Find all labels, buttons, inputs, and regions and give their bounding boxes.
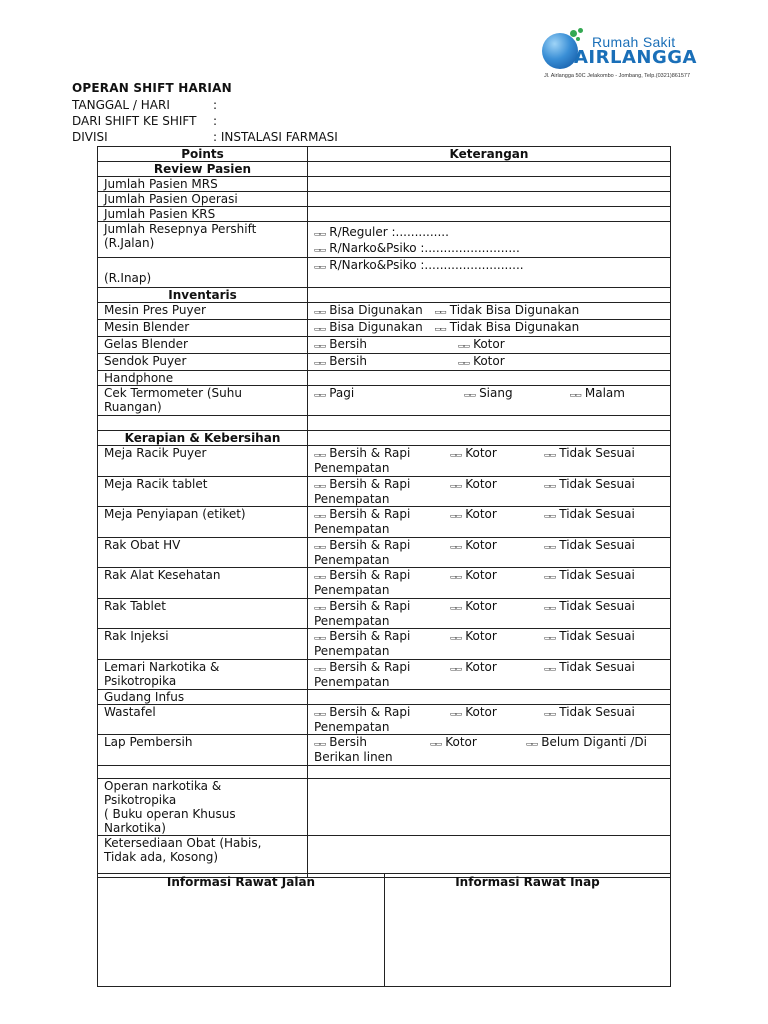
option-tidak-sesuai[interactable]: ▭▭ Tidak Sesuai <box>544 477 635 491</box>
checkbox-icon[interactable]: ▭▭ <box>314 665 326 673</box>
row-label: Gelas Blender <box>98 337 308 354</box>
entry-cell[interactable] <box>308 779 671 836</box>
checkbox-icon[interactable]: ▭▭ <box>457 342 470 350</box>
checkbox-icon[interactable]: ▭▭ <box>569 391 581 399</box>
option-kotor[interactable]: ▭▭ Kotor <box>450 477 497 491</box>
option-tidak-sesuai[interactable]: ▭▭ Tidak Sesuai <box>544 538 635 552</box>
entry-cell[interactable] <box>308 192 671 207</box>
column-header-points: Points <box>98 147 308 162</box>
logo-address: Jl. Airlangga 50C Jelakombo - Jombang, Telp.(0321)861577 <box>544 73 691 79</box>
shift-handover-table <box>97 146 671 878</box>
checkbox-icon[interactable]: ▭▭ <box>314 230 326 238</box>
checkbox-icon[interactable]: ▭▭ <box>544 604 556 612</box>
option-bisa-digunakan[interactable]: ▭▭ Bisa Digunakan <box>314 320 423 334</box>
tidiness-options <box>308 660 671 690</box>
option-bersih-rapi[interactable]: ▭▭ Bersih & Rapi <box>314 660 411 674</box>
globe-icon <box>542 33 578 69</box>
option-penempatan: Penempatan <box>314 614 390 628</box>
row-label: Rak Alat Kesehatan <box>98 568 308 599</box>
row-label: Lap Pembersih <box>98 735 308 766</box>
option-bersih-rapi[interactable]: ▭▭ Bersih & Rapi <box>314 446 411 460</box>
info-rawat-jalan[interactable]: Informasi Rawat Jalan <box>98 874 385 987</box>
logo-line1: Rumah Sakit <box>592 34 676 50</box>
row-label-termometer: Cek Termometer (Suhu Ruangan) <box>98 386 308 416</box>
checkbox-icon[interactable]: ▭▭ <box>314 342 326 350</box>
info-rawat-inap[interactable]: Informasi Rawat Inap <box>385 874 671 987</box>
option-bersih-rapi[interactable]: ▭▭ Bersih & Rapi <box>314 599 411 613</box>
checkbox-icon[interactable]: ▭▭ <box>544 710 556 718</box>
checkbox-icon[interactable]: ▭▭ <box>544 634 556 642</box>
entry-cell[interactable] <box>308 371 671 386</box>
tidiness-options <box>308 599 671 629</box>
option-kotor[interactable]: ▭▭ Kotor <box>450 660 497 674</box>
empty-cell[interactable] <box>308 431 671 446</box>
usability-options <box>308 303 671 320</box>
checkbox-icon[interactable]: ▭▭ <box>314 710 326 718</box>
row-label: Rak Obat HV <box>98 538 308 568</box>
option-kotor[interactable]: ▭▭ Kotor <box>450 705 497 719</box>
checkbox-icon[interactable]: ▭▭ <box>314 451 326 459</box>
header-field-tanggal <box>72 98 218 112</box>
option-narko-psiko-inap[interactable]: ▭▭ R/Narko&Psiko :.......................... <box>314 258 524 272</box>
field-value[interactable]: : <box>213 98 218 112</box>
tidiness-options <box>308 477 671 507</box>
option-bersih-rapi[interactable]: ▭▭ Bersih & Rapi <box>314 568 411 582</box>
empty-cell[interactable] <box>308 288 671 303</box>
checkbox-icon[interactable]: ▭▭ <box>314 391 326 399</box>
option-kotor[interactable]: ▭▭ Kotor <box>450 599 497 613</box>
field-label: DIVISI <box>72 130 108 144</box>
checkbox-icon[interactable]: ▭▭ <box>450 543 462 551</box>
time-options <box>308 386 671 416</box>
entry-cell[interactable] <box>308 836 671 878</box>
option-bersih[interactable]: ▭▭ Bersih <box>314 337 367 351</box>
option-kotor[interactable]: ▭▭ Kotor <box>450 629 497 643</box>
option-bisa-digunakan[interactable]: ▭▭ Bisa Digunakan <box>314 303 423 317</box>
info-table <box>97 873 671 987</box>
row-label: Mesin Pres Puyer <box>98 303 308 320</box>
option-penempatan: Penempatan <box>314 522 390 536</box>
logo-line2: AIRLANGGA <box>574 47 697 68</box>
option-pagi[interactable]: ▭▭ Pagi <box>314 386 355 400</box>
checkbox-icon[interactable]: ▭▭ <box>457 359 470 367</box>
option-tidak-sesuai[interactable]: ▭▭ Tidak Sesuai <box>544 446 635 460</box>
tidiness-options <box>308 507 671 538</box>
row-label: Mesin Blender <box>98 320 308 337</box>
checkbox-icon[interactable]: ▭▭ <box>450 512 462 520</box>
option-penempatan: Penempatan <box>314 644 390 658</box>
row-label-resep <box>98 222 308 258</box>
checkbox-icon[interactable]: ▭▭ <box>314 634 326 642</box>
option-penempatan: Penempatan <box>314 461 390 475</box>
checkbox-icon[interactable]: ▭▭ <box>314 359 326 367</box>
logo-dot <box>576 37 580 41</box>
field-value[interactable]: : INSTALASI FARMASI <box>213 130 338 144</box>
row-label: Gudang Infus <box>98 690 308 705</box>
empty-cell[interactable] <box>308 162 671 177</box>
tidiness-options <box>308 568 671 599</box>
option-penempatan: Penempatan <box>314 675 390 689</box>
checkbox-icon[interactable]: ▭▭ <box>434 308 446 316</box>
option-kotor[interactable]: ▭▭ Kotor <box>430 735 477 749</box>
hospital-logo <box>540 28 700 84</box>
option-penempatan: Penempatan <box>314 583 390 597</box>
logo-dot <box>578 28 583 33</box>
checkbox-icon[interactable]: ▭▭ <box>450 573 462 581</box>
option-kotor[interactable]: ▭▭ Kotor <box>450 568 497 582</box>
checkbox-icon[interactable]: ▭▭ <box>450 482 462 490</box>
checkbox-icon[interactable]: ▭▭ <box>544 573 556 581</box>
option-penempatan: Penempatan <box>314 553 390 567</box>
usability-options <box>308 320 671 337</box>
option-tidak-sesuai[interactable]: ▭▭ Tidak Sesuai <box>544 629 635 643</box>
option-bersih[interactable]: ▭▭ Bersih <box>314 354 367 368</box>
option-tidak-sesuai[interactable]: ▭▭ Tidak Sesuai <box>544 568 635 582</box>
checkbox-icon[interactable]: ▭▭ <box>430 740 442 748</box>
checkbox-icon[interactable]: ▭▭ <box>314 604 326 612</box>
checkbox-icon[interactable]: ▭▭ <box>314 308 326 316</box>
checkbox-icon[interactable]: ▭▭ <box>314 246 326 254</box>
cleanliness-options <box>308 354 671 371</box>
tidiness-options <box>308 446 671 477</box>
checkbox-icon[interactable]: ▭▭ <box>450 665 462 673</box>
logo-dot <box>570 30 577 37</box>
row-label: Jumlah Pasien MRS <box>98 177 308 192</box>
option-malam[interactable]: ▭▭ Malam <box>569 386 625 400</box>
tidiness-options <box>308 629 671 660</box>
row-label: Jumlah Pasien KRS <box>98 207 308 222</box>
option-bersih-rapi[interactable]: ▭▭ Bersih & Rapi <box>314 507 411 521</box>
option-bersih-rapi[interactable]: ▭▭ Bersih & Rapi <box>314 705 411 719</box>
checkbox-icon[interactable]: ▭▭ <box>314 512 326 520</box>
row-label: Meja Penyiapan (etiket) <box>98 507 308 538</box>
resep-options <box>308 222 671 258</box>
checkbox-icon[interactable]: ▭▭ <box>314 482 326 490</box>
cleanliness-options <box>308 337 671 354</box>
row-label-operan: Operan narkotika & Psikotropika ( Buku operan Khusus Narkotika) <box>98 779 308 836</box>
entry-cell[interactable] <box>308 177 671 192</box>
row-label-rinap: (R.Inap) <box>98 258 308 288</box>
tidiness-options <box>308 538 671 568</box>
option-belum-diganti[interactable]: ▭▭ Belum Diganti /Di <box>526 735 647 749</box>
option-kotor[interactable]: ▭▭ Kotor <box>450 507 497 521</box>
checkbox-icon[interactable]: ▭▭ <box>463 391 476 399</box>
entry-cell[interactable] <box>308 207 671 222</box>
column-header-keterangan: Keterangan <box>308 147 671 162</box>
option-kotor[interactable]: ▭▭ Kotor <box>450 446 497 460</box>
option-kotor[interactable]: ▭▭ Kotor <box>450 538 497 552</box>
spacer-cell <box>98 416 308 431</box>
row-label-ketersediaan: Ketersediaan Obat (Habis, Tidak ada, Kosong) <box>98 836 308 878</box>
option-tidak-bisa-digunakan[interactable]: ▭▭ Tidak Bisa Digunakan <box>434 320 580 334</box>
option-tidak-sesuai[interactable]: ▭▭ Tidak Sesuai <box>544 599 635 613</box>
resep-line2: (R.Jalan) <box>104 236 155 250</box>
option-reguler[interactable]: ▭▭ R/Reguler :.............. <box>314 225 449 239</box>
rinap-options <box>308 258 671 288</box>
spacer-cell <box>98 766 308 779</box>
checkbox-icon[interactable]: ▭▭ <box>450 451 462 459</box>
row-label: Rak Injeksi <box>98 629 308 660</box>
option-penempatan: Penempatan <box>314 720 390 734</box>
option-bersih-rapi[interactable]: ▭▭ Bersih & Rapi <box>314 629 411 643</box>
option-kotor[interactable]: ▭▭ Kotor <box>457 337 505 351</box>
option-kotor[interactable]: ▭▭ Kotor <box>457 354 505 368</box>
option-tidak-bisa-digunakan[interactable]: ▭▭ Tidak Bisa Digunakan <box>434 303 580 317</box>
document-title: OPERAN SHIFT HARIAN <box>72 81 232 95</box>
option-bersih-rapi[interactable]: ▭▭ Bersih & Rapi <box>314 477 411 491</box>
option-narko-psiko[interactable]: ▭▭ R/Narko&Psiko :......................... <box>314 241 520 255</box>
checkbox-icon[interactable]: ▭▭ <box>526 740 538 748</box>
checkbox-icon[interactable]: ▭▭ <box>544 665 556 673</box>
checkbox-icon[interactable]: ▭▭ <box>544 451 556 459</box>
option-tidak-sesuai[interactable]: ▭▭ Tidak Sesuai <box>544 660 635 674</box>
option-siang[interactable]: ▭▭ Siang <box>463 386 513 400</box>
option-berikan-linen: Berikan linen <box>314 750 393 764</box>
resep-line1: Jumlah Resepnya Pershift <box>104 222 257 236</box>
row-label: Jumlah Pasien Operasi <box>98 192 308 207</box>
tidiness-options <box>308 705 671 735</box>
row-label: Meja Racik tablet <box>98 477 308 507</box>
checkbox-icon[interactable]: ▭▭ <box>544 482 556 490</box>
spacer-cell <box>308 416 671 431</box>
row-label: Sendok Puyer <box>98 354 308 371</box>
checkbox-icon[interactable]: ▭▭ <box>544 543 556 551</box>
row-label: Rak Tablet <box>98 599 308 629</box>
row-label: Meja Racik Puyer <box>98 446 308 477</box>
linen-options <box>308 735 671 766</box>
checkbox-icon[interactable]: ▭▭ <box>450 604 462 612</box>
field-value[interactable]: : <box>213 114 218 128</box>
field-label: DARI SHIFT KE SHIFT <box>72 114 197 128</box>
option-penempatan: Penempatan <box>314 492 390 506</box>
checkbox-icon[interactable]: ▭▭ <box>450 710 462 718</box>
spacer-cell <box>308 766 671 779</box>
option-bersih[interactable]: ▭▭ Bersih <box>314 735 367 749</box>
row-label: Wastafel <box>98 705 308 735</box>
checkbox-icon[interactable]: ▭▭ <box>450 634 462 642</box>
section-inventaris: Inventaris <box>98 288 308 303</box>
header-field-divisi <box>72 130 338 144</box>
checkbox-icon[interactable]: ▭▭ <box>434 325 446 333</box>
checkbox-icon[interactable]: ▭▭ <box>314 325 326 333</box>
section-review-pasien: Review Pasien <box>98 162 308 177</box>
header-field-shift <box>72 114 218 128</box>
row-label: Handphone <box>98 371 308 386</box>
checkbox-icon[interactable]: ▭▭ <box>314 573 326 581</box>
checkbox-icon[interactable]: ▭▭ <box>544 512 556 520</box>
option-tidak-sesuai[interactable]: ▭▭ Tidak Sesuai <box>544 705 635 719</box>
option-tidak-sesuai[interactable]: ▭▭ Tidak Sesuai <box>544 507 635 521</box>
section-kerapian: Kerapian & Kebersihan <box>98 431 308 446</box>
checkbox-icon[interactable]: ▭▭ <box>314 543 326 551</box>
field-label: TANGGAL / HARI <box>72 98 170 112</box>
checkbox-icon[interactable]: ▭▭ <box>314 740 326 748</box>
entry-cell[interactable] <box>308 690 671 705</box>
row-label-lemari: Lemari Narkotika & Psikotropika <box>98 660 308 690</box>
option-bersih-rapi[interactable]: ▭▭ Bersih & Rapi <box>314 538 411 552</box>
checkbox-icon[interactable]: ▭▭ <box>314 263 326 271</box>
